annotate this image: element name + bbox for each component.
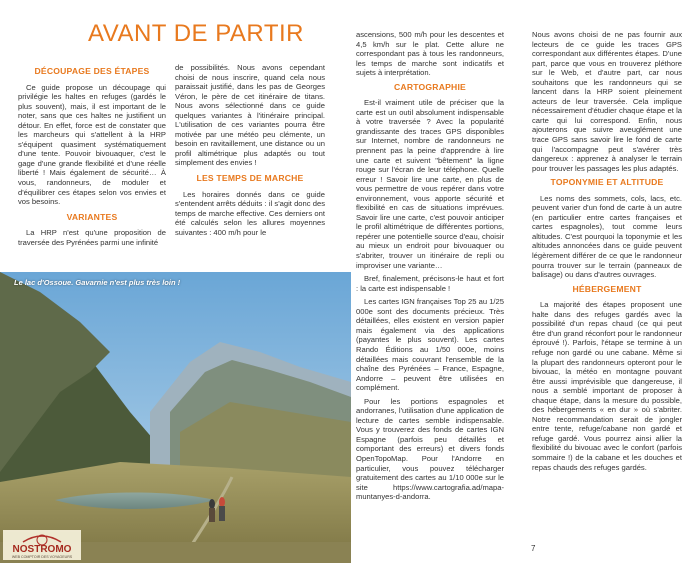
page-number: 7 — [531, 544, 536, 553]
paragraph: La HRP n'est qu'une proposition de traversée des Pyrénées parmi une infinité — [18, 228, 166, 247]
heading-toponymie: TOPONYMIE ET ALTITUDE — [550, 177, 664, 188]
heading-cartographie: CARTOGRAPHIE — [394, 81, 466, 92]
paragraph: Est-il vraiment utile de préciser que la carte est un outil absolument indispensable à votre traversée ? Avec la popularité grandissante des traces GPS disponibles sur Internet, nombre de randonneurs ne prennent pas la peine d'apprendre à lire une carte et suivent "bêtement" la ligne rouge sur l'écran de leur téléphone. Quelle erreur ! Savoir lire une carte, en plus de vous permettre de vous repérer dans votre environnement, vous apporte sécurité et flexibilité en cas de situations imprévues. Savoir lire une carte, c'est pouvoir anticiper le profil altimétrique de différentes portions, repérer une potentielle source d'eau, choisir au mieux un endroit pour bivouaquer ou s'abriter, trouver un itinéraire de repli ou improviser une variante… — [356, 98, 504, 270]
heading-hebergement: HÉBERGEMENT — [572, 283, 642, 294]
column-3 — [356, 30, 504, 506]
nostromo-logo — [3, 530, 81, 560]
svg-text:NOSTROMO: NOSTROMO — [12, 544, 72, 555]
paragraph: de possibilités. Nous avons cependant choisi de nous inscrire, quand cela nous paraissait justifié, dans les pas de Georges Véron, le père de cet itinéraire de titans. Nous avons sélectionné dans ce guide quelques variantes à l'itinéraire principal. L'utilisation de ces variantes pourra être motivée par une météo peu clémente, un besoin en ravitaillement, une distance ou un profil altimétrique plus adaptés ou tout simplement des envies ! — [175, 63, 325, 168]
heading-temps-de-marche: LES TEMPS DE MARCHE — [196, 173, 304, 184]
lake-photo — [0, 272, 351, 563]
mountain-landscape-image — [0, 272, 351, 563]
paragraph: Pour les portions espagnoles et andorranes, l'utilisation d'une application de lecture de cartes semble indispensable. Vous y trouverez des fonds de cartes IGN Espagne (parfois peu détaillés et comportant des erreurs) et divers fonds OpenTopoMap. Pour l'Andorre en particulier, vous pouvez télécharger gratuitement des cartes au 1/10 000e sur le site https://www.cartografia.ad/mapa-muntanyes-d-andorra. — [356, 396, 504, 502]
paragraph: Ce guide propose un découpage qui privilégie les haltes en refuges (gardés le plus souvent), mais, il est important de le noter, sans que ces haltes ne justifient un détour. En effet, force est de constater que les marcheurs qui s'attellent à la HRP s'équipent quasiment systématiquement d'une tente. Pouvoir bivouaquer, c'est le gage d'une grande flexibilité et d'une réelle liberté ! Mais également de sécurité… À vous, randonneurs, de moduler et d'équilibrer ces étapes selon vos envies et vos besoins. — [18, 82, 166, 207]
column-1 — [18, 63, 166, 251]
paragraph: Bref, finalement, précisons-le haut et fort : la carte est indispensable ! — [356, 274, 504, 293]
paragraph: Nous avons choisi de ne pas fournir aux lecteurs de ce guide les traces GPS correspondant aux différentes étapes. D'une part, parce que vous en trouverez pléthore sur le Web, et d'autre part, car nous souhaitons que les randonneurs qui se lancent dans la HRP soient pleinement acteurs de leur traversée. Cela implique nécessairement d'étudier chaque étape et la carte qui lui correspond. Enfin, nous ajouterons que suivre aveuglément une trace GPS sans savoir lire le fond de carte qui l'accompagne peut s'avérer très dangereux : apprenez à analyser le terrain pour trouver les passages les plus adaptés. — [532, 30, 682, 173]
heading-decoupage: DÉCOUPAGE DES ÉTAPES — [34, 66, 150, 76]
paragraph: Les noms des sommets, cols, lacs, etc. peuvent varier d'un fond de carte à un autre (en particulier entre cartes françaises et cartes espagnoles), tout comme leurs altitudes. C'est pourquoi la toponymie et les altitudes annoncées dans ce guide peuvent légèrement différer de ce que le randonneur pourra trouver sur le terrain (panneaux de balisage) ou dans d'autres ouvrages. — [532, 193, 682, 280]
page-title: AVANT DE PARTIR — [88, 20, 304, 47]
paragraph: La majorité des étapes proposent une halte dans des refuges gardés avec la possibilité d'un repas chaud (ce qui peut être d'un grand réconfort pour le randonneur éprouvé !). Parfois, l'étape se termine à un refuge non gardé ou une cabane. Même si la plupart des randonneurs opteront pour le bivouac, la météo en montagne pouvant être aussi imprévisible que dangereuse, il nous a semblé important de proposer à chaque étape, dans la mesure du possible, des hébergements « en dur » où s'abriter. Notre recommandation serait de jongler entre tente, refuge/cabane non gardé et refuge gardé. Vous pourrez ainsi allier la flexibilité du bivouac avec le confort (parfois sommaire !) de la cabane et les douches et repas chauds des refuges gardés. — [532, 300, 682, 472]
photo-caption: Le lac d'Ossoue. Gavarnie n'est plus très loin ! — [14, 278, 181, 287]
paragraph: ascensions, 500 m/h pour les descentes et 4,5 km/h sur le plat. Cette allure ne correspondant pas à tous les randonneurs, les temps de marche sont indicatifs et sujets à interprétation. — [356, 30, 504, 78]
column-4 — [532, 30, 682, 476]
svg-text:WEB COMPTOIR DES VOYAGEURS: WEB COMPTOIR DES VOYAGEURS — [11, 555, 73, 559]
paragraph: Les cartes IGN françaises Top 25 au 1/25 000e sont des documents précieux. Très détaillées, elles existent en version papier mais également via des applications (payantes le plus souvent). Les cartes Rando Éditions au 1/50 000e, moins détaillées mais couvrant l'ensemble de la chaîne des Pyrénées – France, Espagne, Andorre – peuvent être utilisées en complément. — [356, 297, 504, 393]
heading-variantes: VARIANTES — [66, 211, 118, 222]
column-2 — [175, 63, 325, 241]
paragraph: Les horaires donnés dans ce guide s'entendent arrêts déduits : il s'agit donc des temps de marche effective. Ces derniers ont été calculés selon les allures moyennes suivantes : 400 m/h pour le — [175, 189, 325, 237]
